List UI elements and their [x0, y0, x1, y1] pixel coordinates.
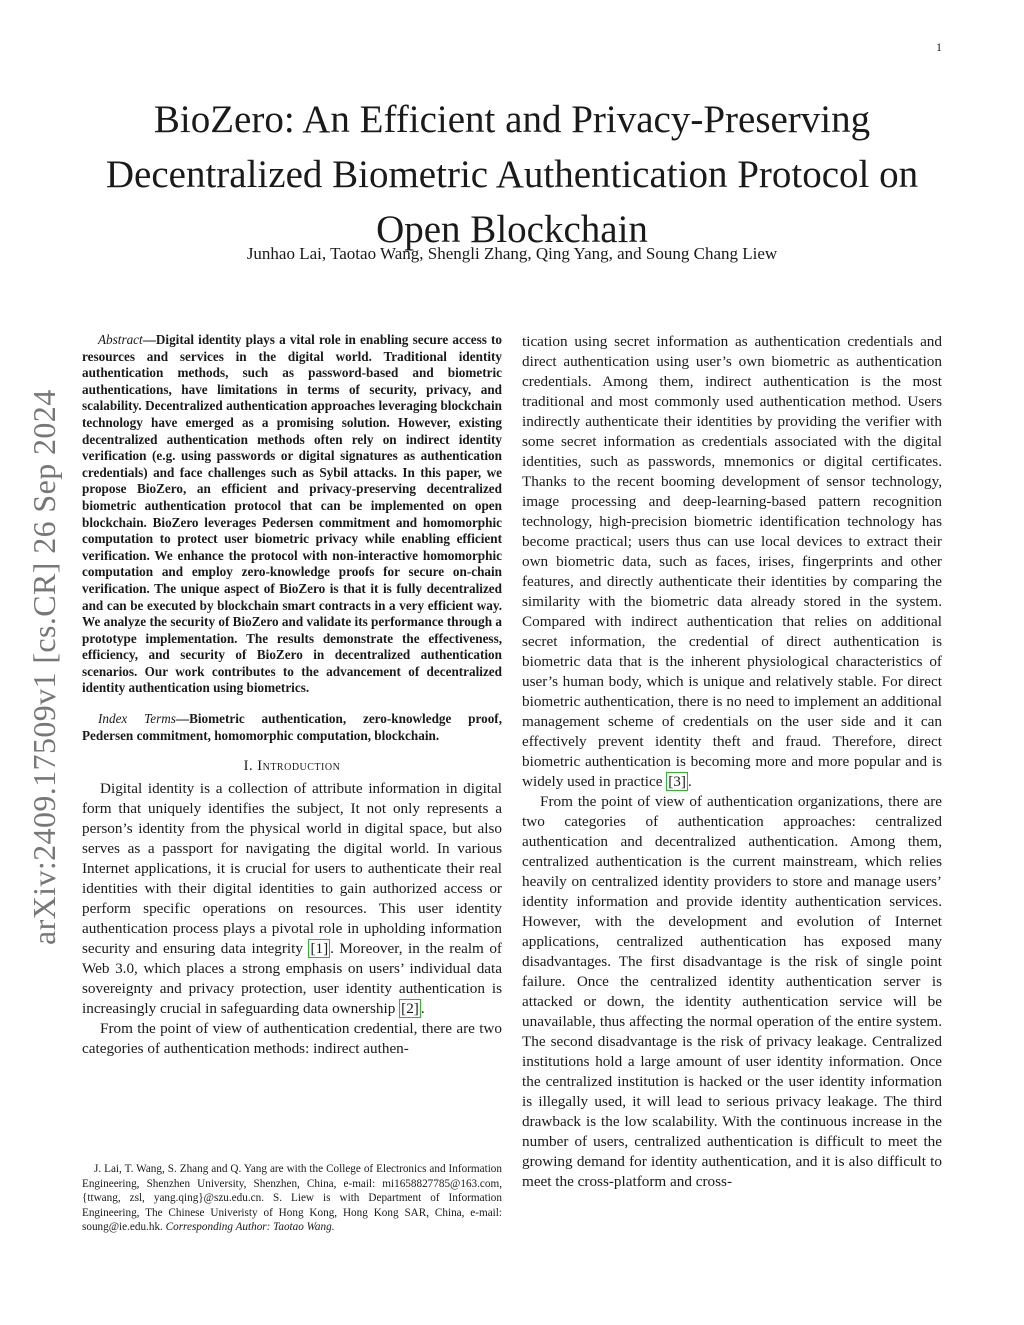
citation-link[interactable]: [3]	[668, 773, 686, 790]
right-paragraph-1	[522, 332, 942, 792]
page-number: 1	[936, 40, 942, 54]
citation-link[interactable]: [2]	[401, 1000, 419, 1018]
corresponding-author: Corresponding Author: Taotao Wang.	[165, 1221, 335, 1234]
right-column	[522, 332, 942, 1192]
intro-text-b: . Moreover, in the realm of Web 3.0, which places a strong emphasis on users’ individual data sovereignty and privacy protection, user identity authentication is increasingly crucial in safeguarding data ownership	[82, 940, 502, 1018]
index-terms	[82, 711, 502, 744]
right-text-a: tication using secret information as authentication credentials and direct authentication using user’s own biometric as authentication credentials. Among them, indirect authentication is the most traditional and most commonly used authentication method. Users indirectly authenticate their identities by providing the verifier with some secret information as credentials associated with the digital identities, such as passwords, mnemonics or digital certificates. Thanks to the recent booming development of sensor technology, image processing and deep-learning-based pattern recognition technology, high-precision biometric identification technology has become practical; users thus can use local devices to extract their own biometric data, such as faces, irises, fingerprints and other features, and directly authenticate their identities by comparing the similarity with the biometric data already stored in the system. Compared with indirect authentication that relies on additional secret information, the credential of direct authentication is biometric data that is the inherent physiological characteristics of user’s human body, which is unique and relatively stable. For direct biometric authentication, there is no need to implement an additional management scheme of credentials on the user side and it can effectively prevent identity theft and fraud. Therefore, direct biometric authentication is becoming more and more popular and is widely used in practice	[522, 333, 942, 790]
intro-text-a: Digital identity is a collection of attribute information in digital form that uniquely identifies the subject, It not only represents a person’s identity from the physical world in digital space, but also serves as a passport for navigating the digital world. In various Internet applications, it is crucial for users to authenticate their real identities with their digital identities to gain authorized access or perform specific operations on resources. This user identity authentication process plays a pivotal role in upholding information security and ensuring data integrity	[82, 780, 502, 958]
arxiv-identifier[interactable]: arXiv:2409.17509v1 [cs.CR] 26 Sep 2024	[26, 389, 62, 945]
index-terms-text: —Biometric authentication, zero-knowledge proof, Pedersen commitment, homomorphic computation, blockchain.	[82, 711, 502, 743]
author-list: Junhao Lai, Taotao Wang, Shengli Zhang, Qing Yang, and Soung Chang Liew	[246, 244, 778, 263]
section-number: I.	[243, 758, 254, 775]
right-paragraph-2: From the point of view of authentication organizations, there are two categories of authentication approaches: centralized authentication and decentralized authentication. Among them, centralized authentication is the current mainstream, which relies heavily on centralized identity providers to store and manage users’ identity information and provide identity authentication services. However, with the development and evolution of Internet applications, centralized authentication has exposed many disadvantages. The first disadvantage is the risk of single point failure. Once the centralized identity authentication server is attacked or down, the identity authentication service will be unavailable, thus affecting the normal operation of the entire system. The second disadvantage is the risk of privacy leakage. Centralized institutions hold a large amount of user identity information. Once the centralized institution is hacked or the user identity information is illegally used, it will lead to serious privacy leakage. The third drawback is the low scalability. With the continuous increase in the number of users, centralized authentication is difficult to meet the growing demand for identity authentication, and it is also difficult to meet the cross-platform and cross-	[522, 793, 942, 1190]
section-heading	[82, 758, 502, 775]
section-title: Introduction	[257, 758, 341, 775]
citation-link[interactable]: [1]	[310, 940, 329, 958]
index-terms-label: Index Terms	[98, 711, 176, 727]
intro-text-c: .	[420, 1000, 425, 1018]
intro-paragraph-2: From the point of view of authentication credential, there are two categories of authentication methods: indirect authen-	[82, 1020, 502, 1058]
abstract	[82, 332, 502, 697]
author-affiliation-footnote	[82, 1162, 502, 1235]
right-text-b: .	[687, 773, 692, 790]
footnote-text: J. Lai, T. Wang, S. Zhang and Q. Yang are with the College of Electronics and Information Engineering, Shenzhen University, Shenzhen, China, e-mail: mi1658827785@163.com, {ttwang, zsl, yang.qing}@szu.edu.cn. S. Liew is with Department of Information Engineering, The Chinese Univeristy of Hong Kong, Hong Kong SAR, China, e-mail: soung@ie.edu.hk.	[82, 1163, 502, 1234]
abstract-label: Abstract	[98, 332, 143, 347]
left-column	[82, 332, 502, 1059]
paper-title: BioZero: An Efficient and Privacy-Preserving Decentralized Biometric Authentication Protocol on Open Blockchain	[105, 98, 919, 251]
abstract-text: —Digital identity plays a vital role in enabling secure access to resources and services in the digital world. Traditional identity authentication methods, such as password-based and biometric authentications, have limitations in terms of security, privacy, and scalability. Decentralized authentication approaches leveraging blockchain technology have emerged as a promising solution. However, existing decentralized authentication methods often rely on indirect identity verification (e.g. using passwords or digital signatures as authentication credentials) and face challenges such as Sybil attacks. In this paper, we propose BioZero, an efficient and privacy-preserving decentralized biometric authentication protocol that can be implemented on open blockchain. BioZero leverages Pedersen commitment and homomorphic computation to protect user biometric privacy while enabling efficient verification. We enhance the protocol with non-interactive homomorphic computation and employ zero-knowledge proofs for secure on-chain verification. The unique aspect of BioZero is that it is fully decentralized and can be executed by blockchain smart contracts in a very efficient way. We analyze the security of BioZero and validate its performance through a prototype implementation. The results demonstrate the effectiveness, efficiency, and security of BioZero in decentralized authentication scenarios. Our work contributes to the advancement of decentralized identity authentication using biometrics.	[82, 332, 502, 696]
intro-paragraph-1	[82, 779, 502, 1019]
